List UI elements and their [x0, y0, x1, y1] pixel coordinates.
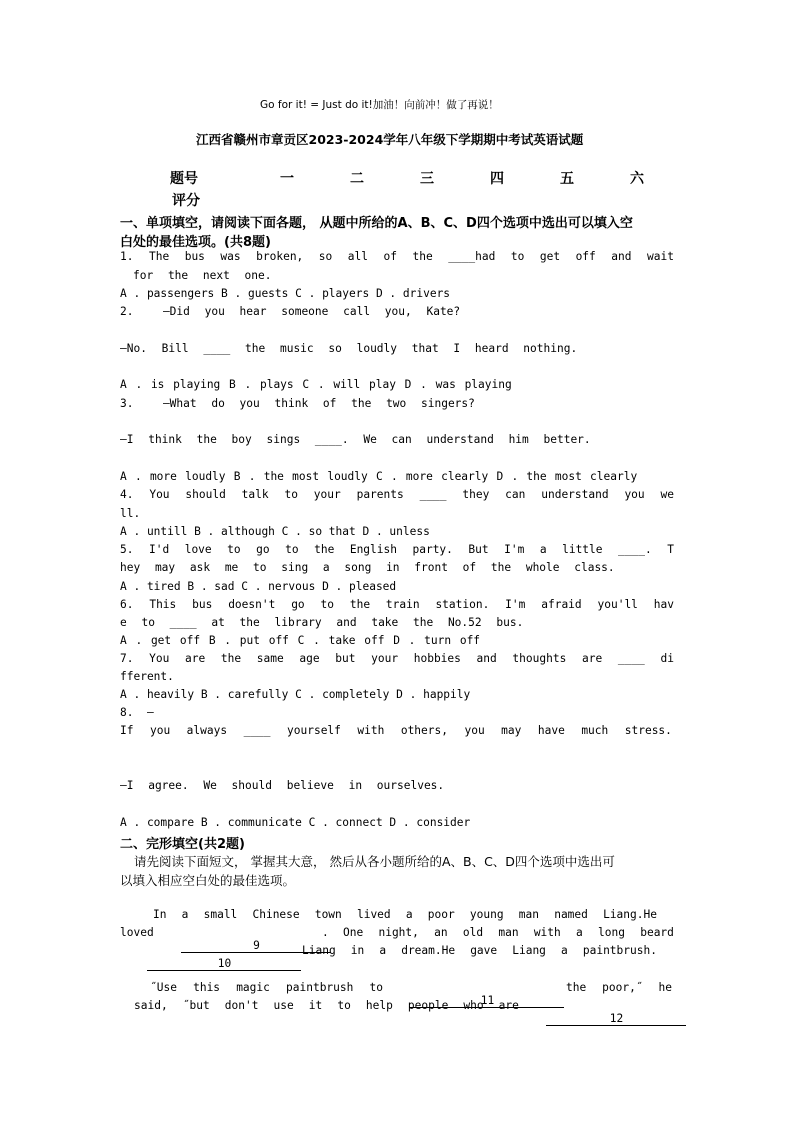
q4-line1: 4. You should talk to your parents ____ they can understand you we	[120, 488, 674, 501]
score-col-4: 四	[490, 171, 504, 187]
blank-11[interactable]: 11	[397, 981, 564, 1008]
page-header: Go for it! = Just do it!加油！向前冲！做了再说！	[260, 99, 499, 111]
q2-line1: 2. —Did you hear someone call you, Kate?	[120, 305, 461, 318]
q7-options: A . heavily B . carefully C . completely D . happily	[120, 688, 471, 701]
passage-p1-line2-period: .	[322, 926, 329, 939]
q4-line2: ll.	[120, 507, 141, 520]
passage-p1-line1: In a small Chinese town lived a poor young man named Liang.He	[153, 908, 657, 921]
page-title: 江西省赣州市章贡区2023-2024学年八年级下学期期中考试英语试题	[196, 132, 584, 147]
blank-10[interactable]: 10	[134, 944, 301, 971]
q2-options: A . is playing B . plays C . will play D . was playing	[120, 378, 512, 391]
section2-intro-line1: 请先阅读下面短文， 掌握其大意， 然后从各小题所给的A、B、C、D四个选项中选出可	[134, 854, 615, 869]
q7-line2: fferent.	[120, 670, 174, 683]
score-col-1: 一	[280, 171, 294, 187]
score-col-6: 六	[630, 171, 644, 187]
blank-12[interactable]: 12	[533, 999, 686, 1026]
passage-p2-line1-end: the poor,˝ he	[566, 981, 672, 994]
q5-line1: 5. I'd love to go to the English party. But I'm a little ____. T	[120, 543, 674, 556]
q8-line1: 8. —	[120, 706, 154, 719]
blank-9[interactable]: 9	[168, 926, 331, 953]
q3-options: A . more loudly B . the most loudly C . more clearly D . the most clearly	[120, 470, 638, 483]
q8-line3: —I agree. We should believe in ourselves.	[120, 779, 445, 792]
section1-heading-line1: 一、单项填空，请阅读下面各题， 从题中所给的A、B、C、D四个选项中选出可以填入空	[120, 216, 633, 231]
section2-heading: 二、完形填空(共2题)	[120, 837, 245, 852]
q6-options: A . get off B . put off C . take off D . turn off	[120, 634, 481, 647]
passage-p2-line2-start: said, ˝but don't use it to help people who are	[134, 999, 519, 1012]
q8-options: A . compare B . communicate C . connect D . consider	[120, 816, 471, 829]
score-label-score: 评分	[172, 193, 200, 209]
q3-line1: 3. —What do you think of the two singers?	[120, 397, 475, 410]
q1-line1: 1. The bus was broken, so all of the ____had to get off and wait	[120, 250, 674, 263]
q6-line2: e to ____ at the library and take the No.52 bus.	[120, 616, 524, 629]
q5-options: A . tired B . sad C . nervous D . pleased	[120, 580, 397, 593]
q8-line2: If you always ____ yourself with others, you may have much stress.	[120, 724, 672, 737]
q3-line2: —I think the boy sings ____. We can understand him better.	[120, 433, 591, 446]
q6-line1: 6. This bus doesn't go to the train station. I'm afraid you'll hav	[120, 598, 674, 611]
score-col-3: 三	[420, 171, 434, 187]
q4-options: A . untill B . although C . so that D . unless	[120, 525, 430, 538]
section1-heading-line2: 白处的最佳选项。(共8题)	[120, 235, 271, 250]
q1-options: A . passengers B . guests C . players D . drivers	[120, 287, 451, 300]
score-label-number: 题号	[170, 171, 198, 187]
q1-line2: for the next one.	[133, 269, 272, 282]
score-col-2: 二	[350, 171, 364, 187]
passage-p1-line2-end: One night, an old man with a long beard	[343, 926, 674, 939]
passage-p1-line3-end: Liang in a dream.He gave Liang a paintbrush.	[302, 944, 657, 957]
q2-line2: —No. Bill ____ the music so loudly that I heard nothing.	[120, 342, 578, 355]
section2-intro-line2: 以填入相应空白处的最佳选项。	[120, 873, 296, 888]
score-col-5: 五	[560, 171, 574, 187]
q7-line1: 7. You are the same age but your hobbies and thoughts are ____ di	[120, 652, 674, 665]
q5-line2: hey may ask me to sing a song in front of the whole class.	[120, 561, 615, 574]
passage-p2-line1-start: ˝Use this magic paintbrush to	[150, 981, 383, 994]
passage-p1-line2-start: loved	[120, 926, 154, 939]
